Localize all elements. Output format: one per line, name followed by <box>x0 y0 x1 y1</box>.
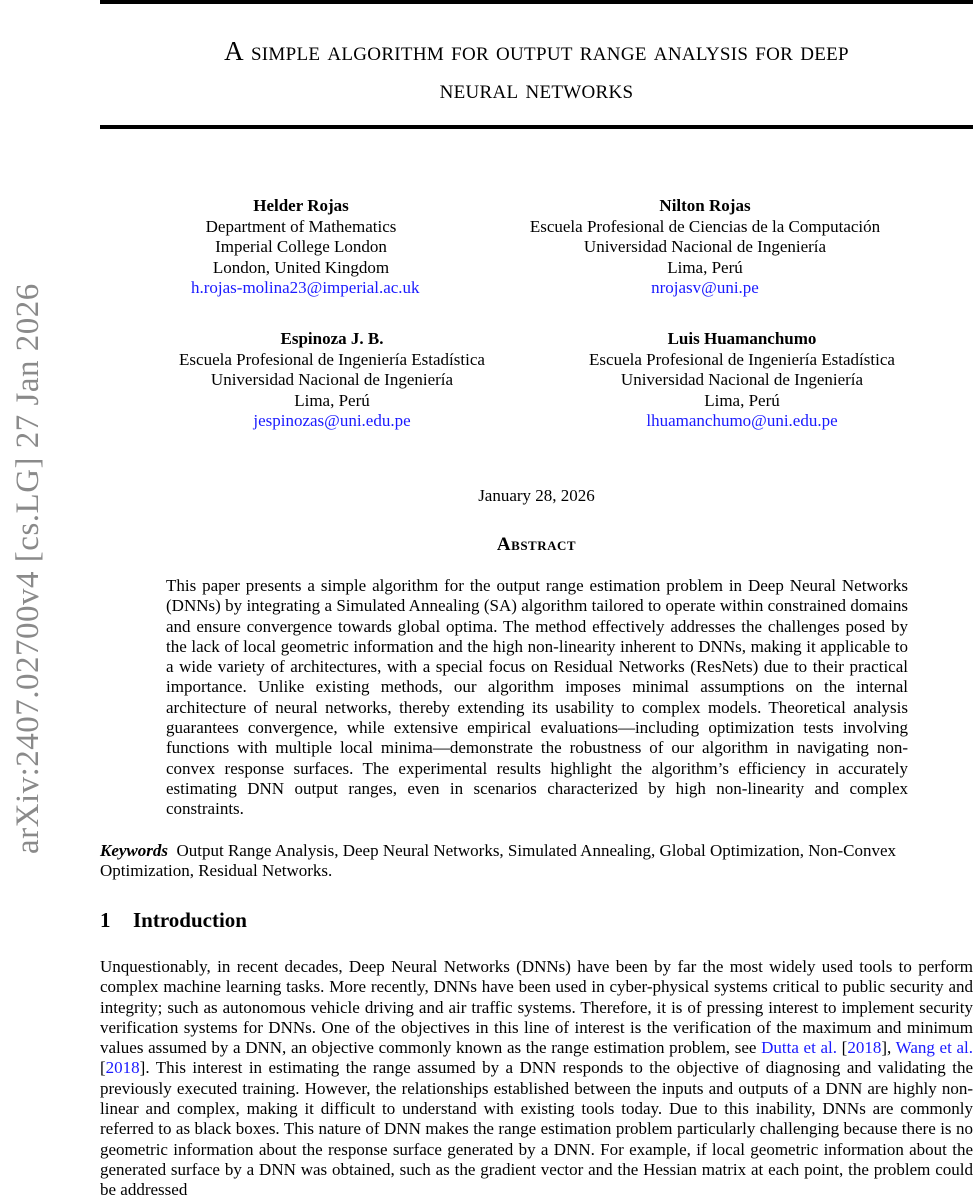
author-email-link[interactable]: jespinozas@uni.edu.pe <box>253 411 411 430</box>
top-rule <box>100 0 973 4</box>
keywords-label: Keywords <box>100 841 168 860</box>
author-name: Espinoza J. B. <box>280 329 384 348</box>
author-affiliation: Universidad Nacional de Ingeniería <box>620 370 864 389</box>
section-heading <box>100 908 247 933</box>
author-affiliation: Universidad Nacional de Ingeniería <box>210 370 454 389</box>
arxiv-side-identifier: arXiv:2407.02700v4 [cs.LG] 27 Jan 2026 <box>10 283 46 854</box>
title-line2: neural networks <box>439 74 634 104</box>
author-affiliation: Lima, Perú <box>667 257 743 277</box>
author-affiliation: Escuela Profesional de Ciencias de la Computación <box>529 216 881 236</box>
citation-link[interactable]: Dutta et al. <box>761 1038 838 1058</box>
author-affiliation: Imperial College London <box>215 237 387 256</box>
author-affiliation: Lima, Perú <box>704 390 780 410</box>
author-email-link[interactable]: nrojasv@uni.pe <box>651 278 759 297</box>
author-affiliation: Escuela Profesional de Ingeniería Estadística <box>589 349 895 369</box>
citation-bracket: [ <box>837 1038 848 1058</box>
title-first-capital: A <box>224 36 244 66</box>
section-title: Introduction <box>133 908 247 932</box>
author-name: Luis Huamanchumo <box>667 329 817 348</box>
author-affiliation: Universidad Nacional de Ingeniería <box>583 237 827 256</box>
keywords-text: Output Range Analysis, Deep Neural Networks, Simulated Annealing, Global Optimization, Non-Convex Optimization, Residual Networks. <box>100 841 897 881</box>
citation-bracket: ], <box>881 1038 896 1058</box>
introduction-paragraph <box>100 957 973 1201</box>
author-affiliation: London, United Kingdom <box>212 257 390 277</box>
abstract-heading: Abstract <box>496 534 577 555</box>
abstract-text: This paper presents a simple algorithm for the output range estimation problem in Deep Neural Networks (DNNs) by integrating a Simulated Annealing (SA) algorithm tailored to operate within constrained domains and ensure convergence towards global optima. The method effectively addresses the challenges posed by the lack of local geometric information and the high non-linearity inherent to DNNs, making it applicable to a wide variety of architectures, with a special focus on Residual Networks (ResNets) due to their practical importance. Unlike existing methods, our algorithm imposes minimal assumptions on the internal architecture of neural networks, thereby extending its usability to complex models. Theoretical analysis guarantees convergence, while extensive empirical evaluations—including optimization tests involving functions with multiple local minima—demonstrate the robustness of our algorithm in navigating non-convex response surfaces. The experimental results highlight the algorithm’s efficiency in accurately estimating DNN output ranges, even in scenarios characterized by high non-linearity and complex constraints. <box>166 576 908 819</box>
paper-title <box>100 32 973 108</box>
author-affiliation: Department of Mathematics <box>205 216 397 236</box>
author-block <box>505 196 905 299</box>
title-line1: simple algorithm for output range analysis for deep <box>243 36 849 66</box>
author-email-link[interactable]: lhuamanchumo@uni.edu.pe <box>646 411 838 430</box>
section-number: 1 <box>100 908 111 932</box>
keywords <box>100 841 973 882</box>
citation-bracket: ] <box>139 1058 146 1078</box>
author-block <box>191 196 420 299</box>
author-affiliation: Escuela Profesional de Ingeniería Estadística <box>179 349 485 369</box>
intro-text: . This interest in estimating the range assumed by a DNN responds to the objective of diagnosing and validating the previously executed training. However, the relationships established between the inputs and outputs of a DNN are highly non-linear and complex, making it difficult to understand with existing tools today. Due to this inability, DNNs are commonly referred to as black boxes. This nature of DNN makes the range estimation problem particularly challenging because there is no geometric information about the response surface generated by a DNN. For example, if local geometric information about the generated surface by a DNN was obtained, such as the gradient vector and the Hessian matrix at each point, the problem could be addressed <box>100 1058 973 1200</box>
citation-bracket: [ <box>100 1058 106 1078</box>
author-email-link[interactable]: h.rojas-molina23@imperial.ac.uk <box>191 278 420 297</box>
citation-link[interactable]: Wang et al. <box>895 1038 973 1058</box>
intro-text: Unquestionably, in recent decades, Deep Neural Networks (DNNs) have been by far the most widely used tools to perform complex machine learning tasks. More recently, DNNs have been used in cyber-physical systems critical to public security and integrity; such as autonomous vehicle driving and air traffic systems. Therefore, it is of pressing interest to implement security verification systems for DNNs. One of the objectives in this line of interest is the verification of the maximum and minimum values assumed by a DNN, an objective commonly known as the range estimation problem, see <box>100 957 973 1058</box>
title-bottom-rule <box>100 125 973 129</box>
author-name: Nilton Rojas <box>659 196 751 215</box>
citation-year-link[interactable]: 2018 <box>105 1058 140 1078</box>
author-block <box>570 329 914 432</box>
author-block <box>162 329 502 432</box>
author-name: Helder Rojas <box>253 196 349 215</box>
citation-year-link[interactable]: 2018 <box>847 1038 882 1058</box>
author-affiliation: Lima, Perú <box>294 390 370 410</box>
paper-date: January 28, 2026 <box>478 486 595 505</box>
